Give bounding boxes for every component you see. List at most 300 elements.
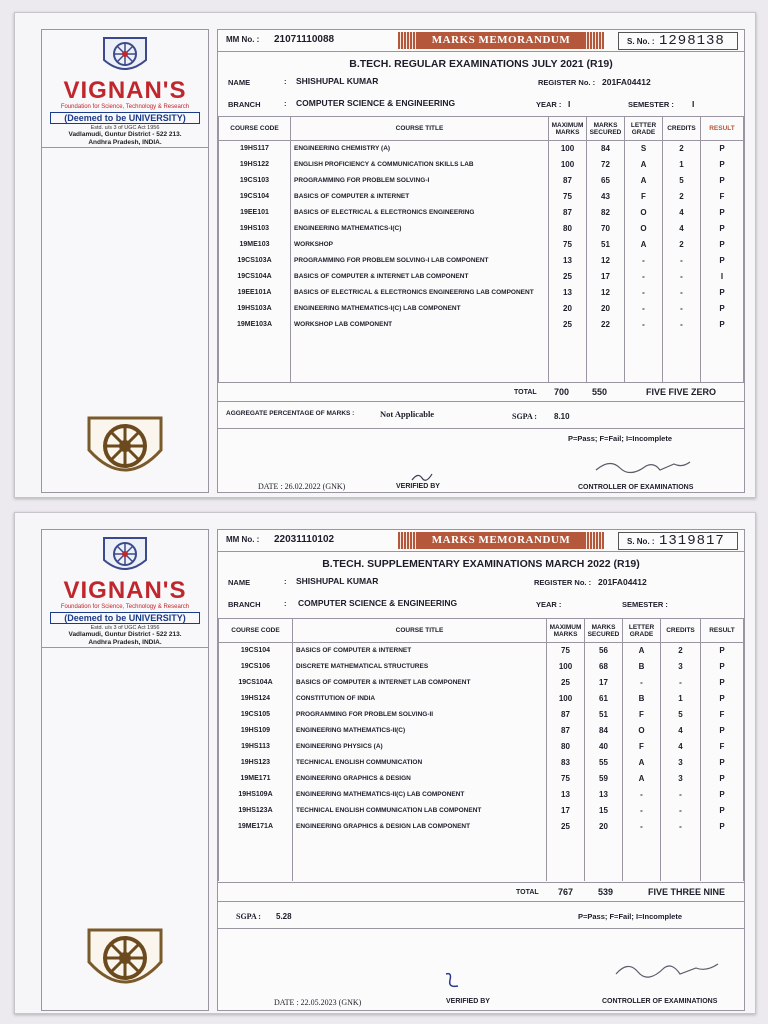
table-row [219,819,744,835]
aggregate-percentage-label: AGGREGATE PERCENTAGE OF MARKS : [226,410,355,417]
cell-marks-secured: 59 [585,771,623,787]
cell-letter-grade: - [623,819,661,835]
cell-credits: - [661,675,701,691]
cell-result: P [701,157,744,173]
col-course-title: COURSE TITLE [293,619,547,643]
memo-topbar [218,530,744,552]
cell-credits: 3 [661,771,701,787]
cell-course-title: ENGINEERING MATHEMATICS-I(C) [291,221,549,237]
cell-maximum-marks: 13 [549,253,587,269]
cell-course-code: 19HS103 [219,221,291,237]
cell-marks-secured: 22 [587,317,625,333]
cell-course-code: 19ME103 [219,237,291,253]
cell-letter-grade: O [623,723,661,739]
total-in-words: FIVE THREE NINE [648,887,726,897]
cell-maximum-marks: 100 [549,157,587,173]
cell-course-title: BASICS OF COMPUTER & INTERNET [291,189,549,205]
verified-by-label: VERIFIED BY [396,483,440,490]
col-maximum-marks: MAXIMUM MARKS [547,619,585,643]
cell-marks-secured: 61 [585,691,623,707]
cell-course-title: BASICS OF COMPUTER & INTERNET LAB COMPONENT [291,269,549,285]
table-row [219,755,744,771]
sgpa-value: 5.28 [276,912,292,921]
verifier-signature-icon [408,470,438,484]
cell-letter-grade: S [625,141,663,157]
cell-maximum-marks: 20 [549,301,587,317]
cell-result: P [701,819,744,835]
serial-number-box [618,532,738,550]
total-marks-secured: 550 [592,387,608,397]
serial-number-label: S. No. : [627,37,655,46]
cell-maximum-marks: 80 [547,739,585,755]
sgpa-label: SGPA : [236,912,261,921]
university-emblem-icon [98,534,152,578]
cell-marks-secured: 20 [585,819,623,835]
memo-main-panel [217,529,745,1011]
cell-maximum-marks: 75 [547,771,585,787]
cell-letter-grade: F [623,739,661,755]
controller-signature-icon [590,454,710,478]
cell-marks-secured: 82 [587,205,625,221]
memo-heading: MARKS MEMORANDUM [416,32,586,49]
cell-empty [291,333,549,383]
register-no-value: 201FA04412 [602,77,651,87]
register-no-label: REGISTER No. : [534,578,592,587]
semester-value: I [692,99,695,109]
cell-credits: 2 [663,237,701,253]
university-address-line-2: Andhra Pradesh, INDIA. [88,639,162,646]
cell-maximum-marks: 80 [549,221,587,237]
cell-credits: 3 [661,755,701,771]
mm-no-value: 21071110088 [274,34,335,45]
cell-marks-secured: 56 [585,643,623,659]
cell-result: P [701,659,744,675]
cell-credits: - [663,317,701,333]
cell-letter-grade: A [625,237,663,253]
cell-result: F [701,189,744,205]
university-address-line-1: Vadlamudi, Guntur District - 522 213. [68,631,182,638]
cell-marks-secured: 12 [587,285,625,301]
cell-result: F [701,739,744,755]
cell-course-code: 19EE101 [219,205,291,221]
cell-credits: 1 [661,691,701,707]
cell-maximum-marks: 100 [547,659,585,675]
cell-result: P [701,317,744,333]
verified-by-label: VERIFIED BY [446,998,490,1005]
issue-date: DATE : 26.02.2022 (GNK) [258,482,346,491]
cell-marks-secured: 84 [585,723,623,739]
mm-no-value: 22031110102 [274,534,335,545]
cell-course-code: 19ME171 [219,771,293,787]
cell-result: P [701,221,744,237]
cell-course-title: ENGINEERING MATHEMATICS-II(C) [293,723,547,739]
cell-result: P [701,643,744,659]
total-in-words: FIVE FIVE ZERO [646,387,717,397]
cell-empty [663,333,701,383]
cell-course-title: BASICS OF ELECTRICAL & ELECTRONICS ENGINEERING [291,205,549,221]
cell-credits: 2 [663,189,701,205]
cell-course-code: 19HS109 [219,723,293,739]
controller-label: CONTROLLER OF EXAMINATIONS [602,998,718,1005]
total-maximum-marks: 700 [554,387,570,397]
total-label: TOTAL [514,389,537,396]
table-filler-row [219,333,744,383]
total-marks-secured: 539 [598,887,614,897]
cell-result: P [701,803,744,819]
mm-no-label: MM No. : [226,35,260,44]
cell-empty [219,333,291,383]
cell-result: P [701,205,744,221]
cell-result: F [701,707,744,723]
cell-empty [547,835,585,881]
cell-credits: - [663,301,701,317]
cell-course-code: 19HS122 [219,157,291,173]
cell-letter-grade: - [625,301,663,317]
register-no-label: REGISTER No. : [538,78,596,87]
cell-marks-secured: 65 [587,173,625,189]
cell-empty [661,835,701,881]
cell-course-title: WORKSHOP [291,237,549,253]
cell-result: P [701,237,744,253]
table-row [219,675,744,691]
col-course-title: COURSE TITLE [291,117,549,141]
table-row [219,643,744,659]
cell-course-code: 19ME171A [219,819,293,835]
cell-credits: - [663,253,701,269]
cell-course-title: PROGRAMMING FOR PROBLEM SOLVING-I LAB COMPONENT [291,253,549,269]
table-row [219,269,744,285]
university-deemed: (Deemed to be UNIVERSITY) [50,612,200,624]
cell-course-title: DISCRETE MATHEMATICAL STRUCTURES [293,659,547,675]
cell-maximum-marks: 25 [549,269,587,285]
cell-course-title: ENGINEERING GRAPHICS & DESIGN LAB COMPONENT [293,819,547,835]
table-row [219,189,744,205]
table-row [219,317,744,333]
sgpa-label: SGPA : [512,412,537,421]
cell-course-code: 19HS109A [219,787,293,803]
cell-maximum-marks: 17 [547,803,585,819]
cell-course-code: 19HS103A [219,301,291,317]
cell-credits: 4 [663,205,701,221]
cell-marks-secured: 15 [585,803,623,819]
cell-letter-grade: A [625,157,663,173]
cell-result: P [701,253,744,269]
table-row [219,723,744,739]
col-marks-secured: MARKS SECURED [587,117,625,141]
branch-label: BRANCH [228,100,261,109]
university-deemed: (Deemed to be UNIVERSITY) [50,112,200,124]
cell-letter-grade: F [625,189,663,205]
controller-signature-icon [610,956,730,982]
cell-empty [219,835,293,881]
cell-course-title: PROGRAMMING FOR PROBLEM SOLVING-I [291,173,549,189]
verifier-signature-icon [440,970,464,990]
result-legend: P=Pass; F=Fail; I=Incomplete [568,434,672,443]
cell-maximum-marks: 100 [547,691,585,707]
cell-course-code: 19CS104 [219,189,291,205]
table-filler-row [219,835,744,881]
cell-course-code: 19HS113 [219,739,293,755]
year-label: YEAR : [536,600,562,609]
cell-result: P [701,301,744,317]
cell-course-code: 19CS105 [219,707,293,723]
col-credits: CREDITS [663,117,701,141]
cell-maximum-marks: 25 [547,819,585,835]
cell-course-code: 19CS106 [219,659,293,675]
result-legend: P=Pass; F=Fail; I=Incomplete [578,912,682,921]
cell-credits: 2 [661,643,701,659]
cell-maximum-marks: 75 [549,237,587,253]
name-label: NAME [228,78,251,87]
cell-marks-secured: 51 [585,707,623,723]
table-row [219,205,744,221]
table-row [219,253,744,269]
cell-credits: 5 [663,173,701,189]
cell-course-title: BASICS OF COMPUTER & INTERNET [293,643,547,659]
col-letter-grade: LETTER GRADE [623,619,661,643]
cell-maximum-marks: 75 [547,643,585,659]
sgpa-value: 8.10 [554,412,570,421]
cell-credits: 4 [661,723,701,739]
cell-empty [623,835,661,881]
cell-credits: - [663,269,701,285]
cell-course-title: PROGRAMMING FOR PROBLEM SOLVING-II [293,707,547,723]
cell-marks-secured: 17 [585,675,623,691]
cell-marks-secured: 20 [587,301,625,317]
cell-empty [549,333,587,383]
table-row [219,659,744,675]
cell-maximum-marks: 13 [547,787,585,803]
cell-marks-secured: 12 [587,253,625,269]
cell-credits: 4 [661,739,701,755]
cell-empty [585,835,623,881]
table-header-row [219,619,744,643]
cell-course-title: BASICS OF COMPUTER & INTERNET LAB COMPONENT [293,675,547,691]
cell-letter-grade: B [623,659,661,675]
student-name: SHISHUPAL KUMAR [296,576,379,586]
cell-course-code: 19CS104A [219,675,293,691]
cell-marks-secured: 68 [585,659,623,675]
marks-table [218,618,744,881]
table-row [219,739,744,755]
table-row [219,221,744,237]
marks-memo-sheet-2 [14,512,756,1014]
cell-empty [625,333,663,383]
cell-credits: 4 [663,221,701,237]
cell-marks-secured: 55 [585,755,623,771]
serial-number-label: S. No. : [627,537,655,546]
university-brand: VIGNAN'S [63,577,187,604]
university-logo-block [42,530,208,648]
marks-memo-sheet-1 [14,12,756,498]
cell-empty [701,835,744,881]
col-maximum-marks: MAXIMUM MARKS [549,117,587,141]
serial-number-value: 1298138 [659,33,725,49]
university-seal-icon [85,414,165,482]
branch-colon: : [284,599,287,608]
cell-result: P [701,173,744,189]
cell-marks-secured: 72 [587,157,625,173]
total-label: TOTAL [516,889,539,896]
cell-letter-grade: O [625,205,663,221]
cell-maximum-marks: 87 [549,173,587,189]
table-row [219,787,744,803]
cell-letter-grade: - [623,675,661,691]
total-row [218,382,744,402]
cell-result: P [701,675,744,691]
table-row [219,141,744,157]
cell-credits: - [661,787,701,803]
university-brand: VIGNAN'S [63,77,187,104]
name-colon: : [284,577,287,586]
cell-result: P [701,771,744,787]
cell-result: P [701,787,744,803]
university-estd: Estd. u/s 3 of UGC Act 1956 [90,625,160,631]
total-row [218,882,744,902]
cell-course-code: 19CS104 [219,643,293,659]
table-row [219,707,744,723]
cell-course-code: 19HS123A [219,803,293,819]
cell-letter-grade: - [623,787,661,803]
cell-course-title: ENGINEERING MATHEMATICS-II(C) LAB COMPONENT [293,787,547,803]
cell-course-code: 19CS103A [219,253,291,269]
col-marks-secured: MARKS SECURED [585,619,623,643]
cell-course-code: 19CS104A [219,269,291,285]
table-row [219,803,744,819]
university-tagline: Foundation for Science, Technology & Research [60,104,190,110]
cell-course-title: WORKSHOP LAB COMPONENT [291,317,549,333]
col-letter-grade: LETTER GRADE [625,117,663,141]
name-label: NAME [228,578,251,587]
cell-marks-secured: 40 [585,739,623,755]
cell-letter-grade: - [625,317,663,333]
cell-course-title: ENGINEERING PHYSICS (A) [293,739,547,755]
cell-course-title: TECHNICAL ENGLISH COMMUNICATION LAB COMPONENT [293,803,547,819]
cell-maximum-marks: 83 [547,755,585,771]
cell-course-title: ENGLISH PROFICIENCY & COMMUNICATION SKILLS LAB [291,157,549,173]
cell-letter-grade: A [625,173,663,189]
cell-marks-secured: 17 [587,269,625,285]
memo-topbar [218,30,744,52]
table-header-row [219,117,744,141]
cell-letter-grade: - [623,803,661,819]
university-logo-block [42,30,208,148]
memo-heading: MARKS MEMORANDUM [416,532,586,549]
cell-letter-grade: - [625,285,663,301]
university-panel [41,29,209,493]
cell-credits: - [661,803,701,819]
controller-label: CONTROLLER OF EXAMINATIONS [578,484,694,491]
table-row [219,691,744,707]
cell-course-code: 19HS124 [219,691,293,707]
cell-maximum-marks: 87 [547,707,585,723]
university-emblem-icon [98,34,152,78]
cell-maximum-marks: 13 [549,285,587,301]
cell-course-title: ENGINEERING GRAPHICS & DESIGN [293,771,547,787]
cell-maximum-marks: 87 [549,205,587,221]
table-row [219,237,744,253]
cell-result: P [701,723,744,739]
cell-maximum-marks: 87 [547,723,585,739]
table-row [219,173,744,189]
register-no-value: 201FA04412 [598,577,647,587]
cell-maximum-marks: 25 [547,675,585,691]
cell-course-title: CONSTITUTION OF INDIA [293,691,547,707]
cell-credits: - [663,285,701,301]
university-address-line-2: Andhra Pradesh, INDIA. [88,139,162,146]
cell-letter-grade: O [625,221,663,237]
year-label: YEAR : [536,100,562,109]
cell-course-code: 19HS123 [219,755,293,771]
cell-letter-grade: - [625,269,663,285]
cell-result: P [701,141,744,157]
col-course-code: COURSE CODE [219,117,291,141]
cell-empty [701,333,744,383]
branch-value: COMPUTER SCIENCE & ENGINEERING [298,598,458,608]
exam-title: B.TECH. REGULAR EXAMINATIONS JULY 2021 (R19) [349,58,613,70]
cell-course-title: ENGINEERING MATHEMATICS-I(C) LAB COMPONENT [291,301,549,317]
table-row [219,157,744,173]
university-estd: Estd. u/s 3 of UGC Act 1956 [90,125,160,131]
cell-credits: 2 [663,141,701,157]
table-row [219,301,744,317]
issue-date: DATE : 22.05.2023 (GNK) [274,998,362,1007]
table-row [219,285,744,301]
cell-result: I [701,269,744,285]
cell-result: P [701,755,744,771]
cell-maximum-marks: 75 [549,189,587,205]
cell-marks-secured: 13 [585,787,623,803]
col-course-code: COURSE CODE [219,619,293,643]
cell-maximum-marks: 100 [549,141,587,157]
memo-main-panel [217,29,745,493]
cell-credits: 1 [663,157,701,173]
cell-credits: 3 [661,659,701,675]
cell-letter-grade: A [623,643,661,659]
serial-number-value: 1319817 [659,533,725,549]
student-name: SHISHUPAL KUMAR [296,76,379,86]
university-tagline: Foundation for Science, Technology & Research [60,604,190,610]
cell-empty [293,835,547,881]
semester-label: SEMESTER : [628,100,674,109]
branch-colon: : [284,99,287,108]
cell-course-code: 19CS103 [219,173,291,189]
table-row [219,771,744,787]
cell-marks-secured: 43 [587,189,625,205]
cell-maximum-marks: 25 [549,317,587,333]
university-address-line-1: Vadlamudi, Guntur District - 522 213. [68,131,182,138]
cell-empty [587,333,625,383]
cell-marks-secured: 51 [587,237,625,253]
col-credits: CREDITS [661,619,701,643]
cell-letter-grade: - [625,253,663,269]
cell-course-code: 19HS117 [219,141,291,157]
cell-marks-secured: 70 [587,221,625,237]
mm-no-label: MM No. : [226,535,260,544]
branch-label: BRANCH [228,600,261,609]
serial-number-box [618,32,738,50]
divider [218,428,744,429]
cell-letter-grade: A [623,755,661,771]
divider [218,928,744,929]
cell-result: P [701,285,744,301]
exam-title: B.TECH. SUPPLEMENTARY EXAMINATIONS MARCH 2022 (R19) [322,558,640,570]
marks-table [218,116,744,383]
semester-label: SEMESTER : [622,600,668,609]
cell-course-code: 19ME103A [219,317,291,333]
aggregate-percentage-value: Not Applicable [380,409,435,419]
cell-result: P [701,691,744,707]
